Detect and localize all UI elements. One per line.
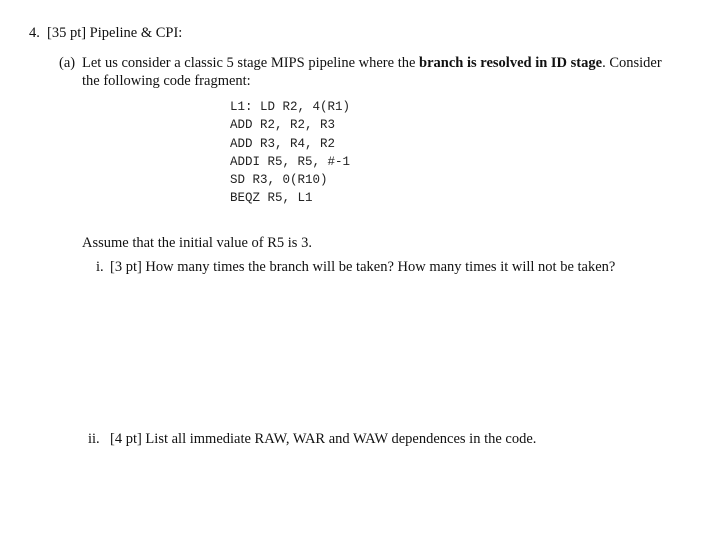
question-title: [35 pt] Pipeline & CPI: — [47, 25, 183, 41]
code-line: ADD R2, R2, R3 — [230, 118, 336, 133]
part-a-bold-text: branch is resolved in ID stage — [419, 55, 603, 71]
question-heading — [29, 24, 182, 42]
assumption-text: Assume that the initial value of R5 is 3. — [82, 235, 312, 251]
sub-question-ii-text: [4 pt] List all immediate RAW, WAR and WAW dependences in the code. — [110, 431, 537, 447]
code-line: ADD R3, R4, R2 — [230, 136, 336, 151]
part-a-text-before: Let us consider a classic 5 stage MIPS pipeline where the — [82, 55, 420, 71]
code-line: L1: LD R2, 4(R1) — [230, 100, 351, 114]
code-line: ADDI R5, R5, #-1 — [230, 154, 351, 169]
sub-question-i-label: i. — [96, 259, 104, 275]
sub-question-i — [96, 258, 615, 276]
sub-question-ii-label: ii. — [88, 431, 100, 447]
code-fragment — [230, 98, 350, 208]
question-number: 4. — [29, 25, 40, 41]
code-line: BEQZ R5, L1 — [230, 191, 313, 206]
part-a-text-after: . Consider — [602, 55, 662, 71]
code-line: SD R3, 0(R10) — [230, 173, 328, 188]
sub-question-ii — [88, 430, 536, 448]
part-a-line1 — [59, 54, 662, 72]
part-a-label: (a) — [59, 55, 76, 71]
sub-question-i-text: [3 pt] How many times the branch will be taken? How many times it will not be taken? — [110, 259, 616, 275]
part-a-line2: the following code fragment: — [82, 73, 251, 89]
